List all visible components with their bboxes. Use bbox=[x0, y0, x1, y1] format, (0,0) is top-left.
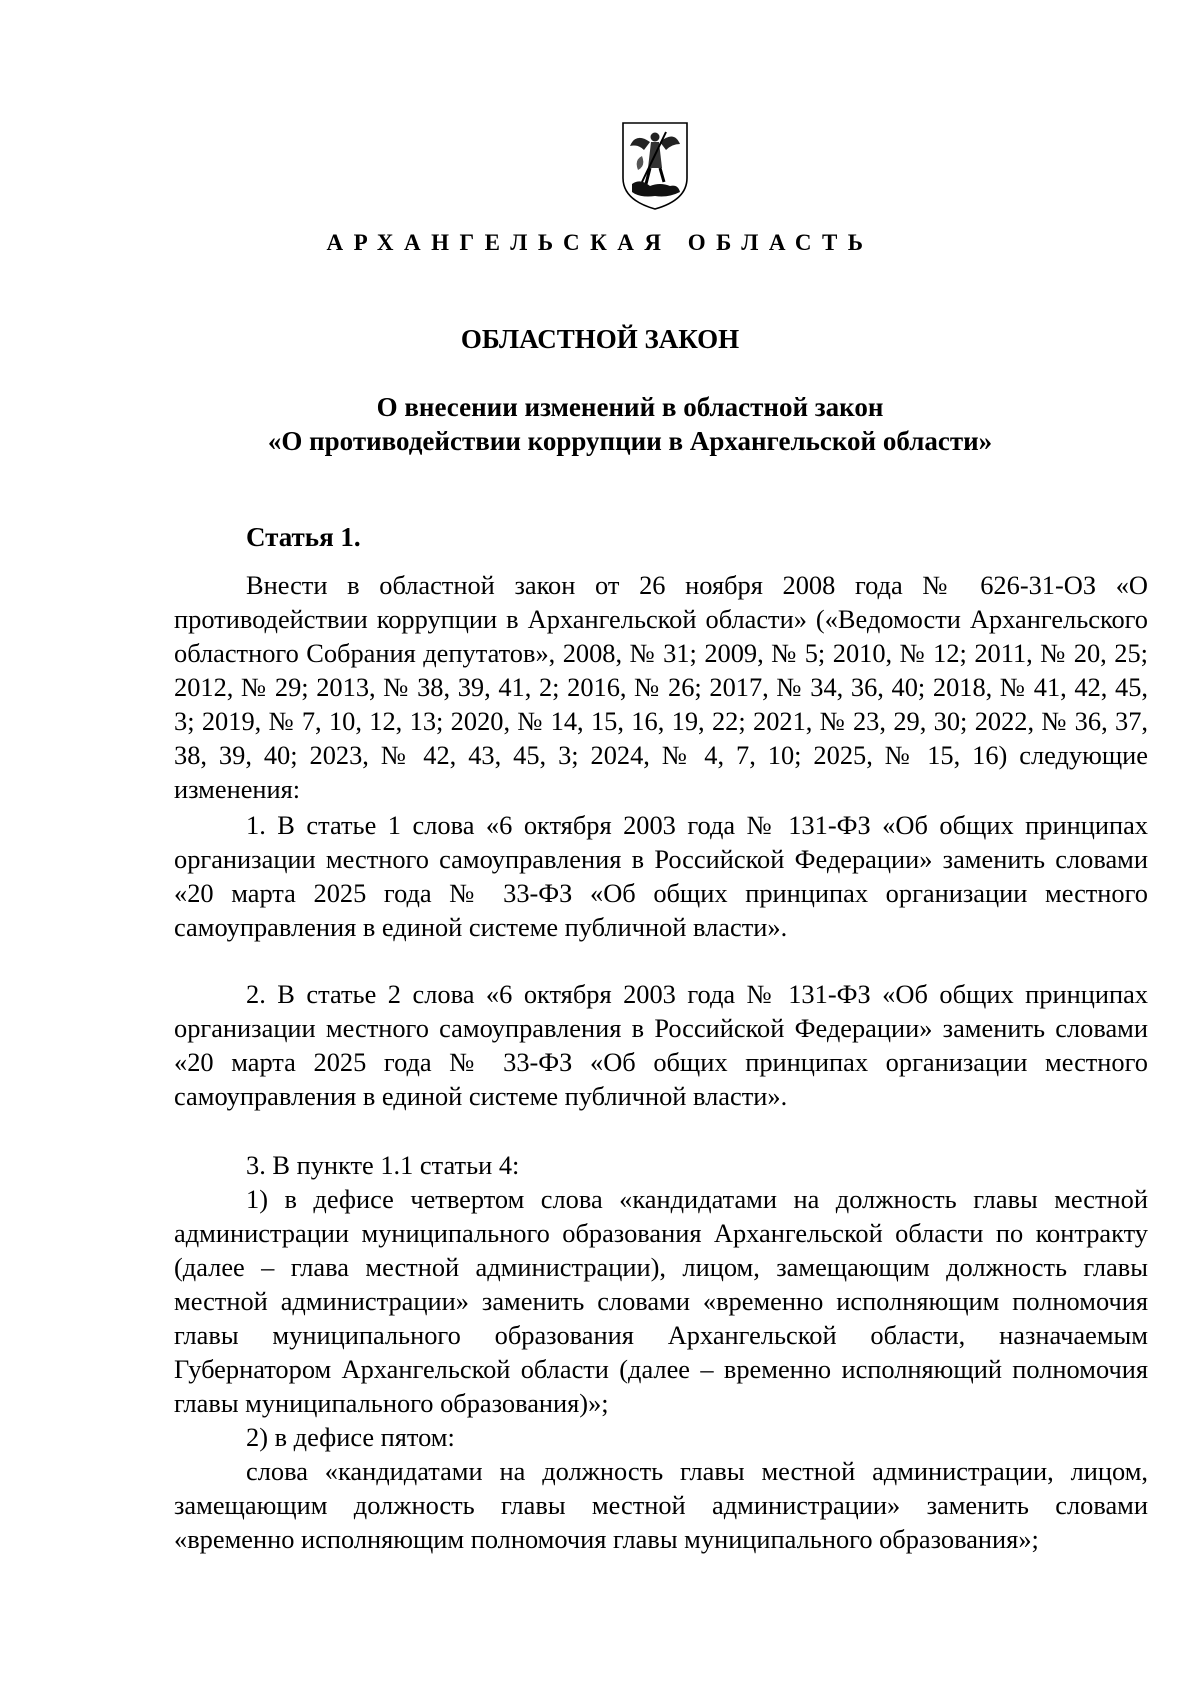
law-title-line-2: «О противодействии коррупции в Архангельской области» bbox=[267, 426, 993, 456]
article-intro: Внести в областной закон от 26 ноября 2008 года № 626-31-ОЗ «О противодействии коррупции в Архангельской области» («Ведомости Архангельского областного Собрания депутатов», 2008, № 31; 2009, № 5; 2010, № 12; 2011, № 20, 25; 2012, № 29; 2013, № 38, 39, 41, 2; 2016, № 26; 2017, № 34, 36, 40; 2018, № 41, 42, 45, 3; 2019, № 7, 10, 12, 13; 2020, № 14, 15, 16, 19, 22; 2021, № 23, 29, 30; 2022, № 36, 37, 38, 39, 40; 2023, № 42, 43, 45, 3; 2024, № 4, 7, 10; 2025, № 15, 16) следующие изменения: bbox=[174, 570, 1148, 804]
law-title-line-1: О внесении изменений в областной закон bbox=[376, 392, 884, 422]
item-1-block bbox=[174, 808, 1148, 944]
angel-head bbox=[651, 133, 660, 142]
law-type-heading: ОБЛАСТНОЙ ЗАКОН bbox=[460, 324, 740, 354]
region-heading: АРХАНГЕЛЬСКАЯ ОБЛАСТЬ bbox=[326, 230, 874, 255]
item-3-sub-1: 1) в дефисе четвертом слова «кандидатами на должность главы местной администрации муниципального образования Архангельской области по контракту (далее – глава местной администрации), лицом, замещающим должность главы местной администрации» заменить словами «временно исполняющим полномочия главы муниципального образования Архангельской области, назначаемым Губернатором Архангельской области (далее – временно исполняющий полномочия главы муниципального образования)»; bbox=[174, 1184, 1148, 1418]
item-1: 1. В статье 1 слова «6 октября 2003 года № 131-ФЗ «Об общих принципах организации местного самоуправления в Российской Федерации» заменить словами «20 марта 2025 года № 33-ФЗ «Об общих принципах организации местного самоуправления в единой системе публичной власти». bbox=[174, 810, 1148, 942]
item-2: 2. В статье 2 слова «6 октября 2003 года № 131-ФЗ «Об общих принципах организации местного самоуправления в Российской Федерации» заменить словами «20 марта 2025 года № 33-ФЗ «Об общих принципах организации местного самоуправления в единой системе публичной власти». bbox=[174, 979, 1148, 1111]
item-3-sub-2-heading: 2) в дефисе пятом: bbox=[246, 1422, 455, 1452]
item-3-sub-2-text: слова «кандидатами на должность главы местной администрации, лицом, замещающим должность главы местной администрации» заменить словами «временно исполняющим полномочия главы муниципального образования»; bbox=[174, 1456, 1148, 1554]
article-intro-block bbox=[174, 568, 1148, 806]
item-3-block bbox=[174, 1148, 1148, 1556]
item-2-block bbox=[174, 977, 1148, 1113]
article-heading: Статья 1. bbox=[246, 522, 361, 552]
law-title bbox=[160, 390, 1100, 458]
item-3-heading: 3. В пункте 1.1 статьи 4: bbox=[246, 1150, 520, 1180]
coat-of-arms-icon bbox=[620, 120, 690, 212]
